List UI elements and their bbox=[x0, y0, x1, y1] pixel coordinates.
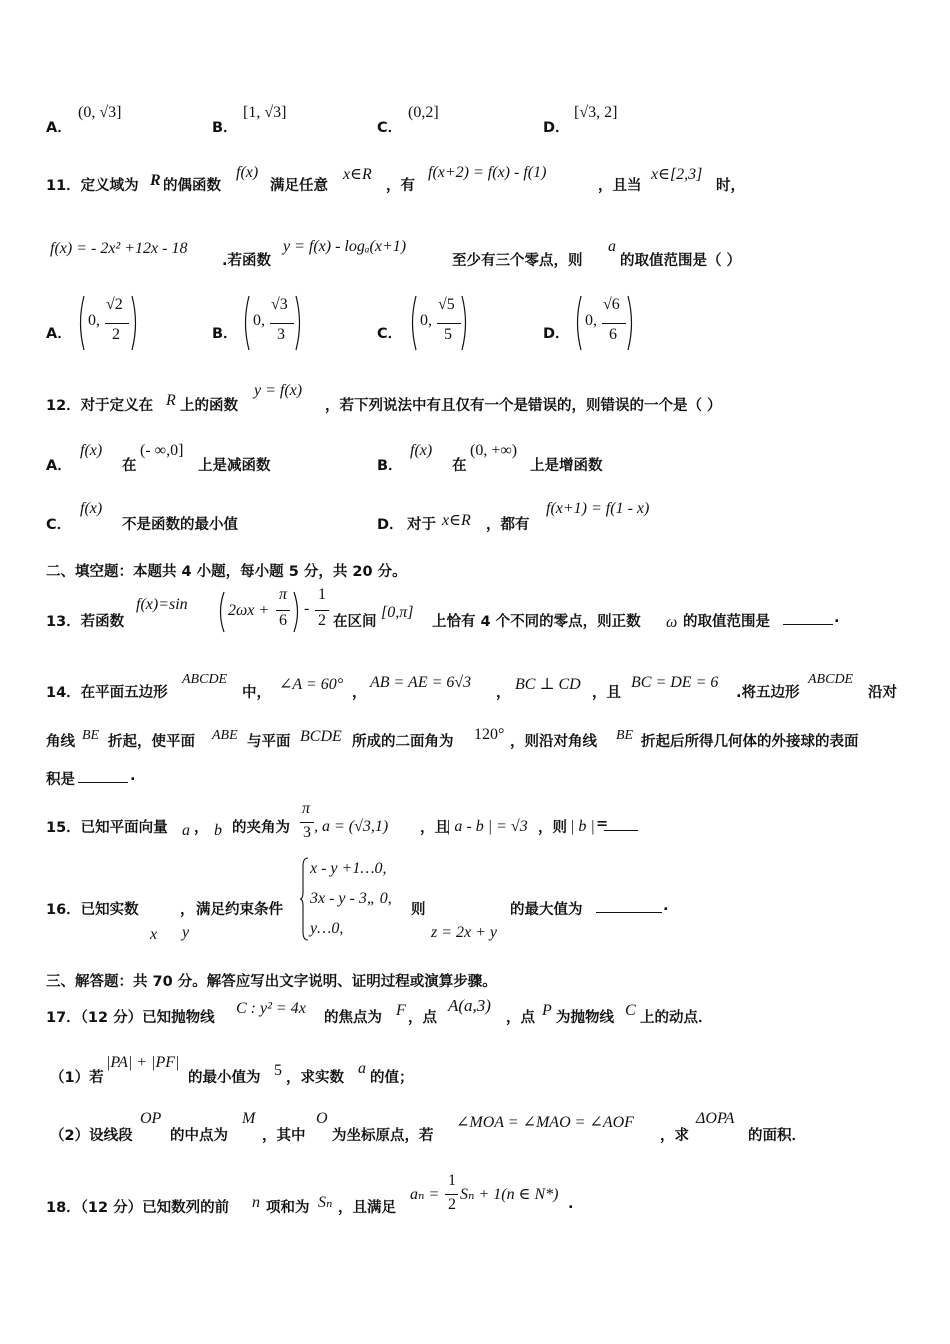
q10-d-expr: [√3, 2] bbox=[574, 104, 618, 121]
q13-half-fracbar bbox=[315, 610, 329, 611]
q10-options bbox=[0, 100, 950, 136]
q14-and: ，且 bbox=[592, 685, 621, 701]
q15-avec: , a = (√3,1) bbox=[314, 818, 389, 835]
q17-P: P bbox=[542, 1002, 552, 1019]
q17-point2: ，点 bbox=[506, 1010, 535, 1026]
q11-c-label: C． bbox=[377, 326, 403, 342]
q17-s2-origin: 为坐标原点，若 bbox=[332, 1128, 434, 1144]
q17-angles: ∠MOA = ∠MAO = ∠AOF bbox=[456, 1114, 634, 1131]
q12-c-fx: f(x) bbox=[80, 500, 103, 517]
q12-intro: 12．对于定义在 bbox=[46, 398, 154, 414]
q11-c-paren-left bbox=[408, 294, 418, 352]
q13-fx: f(x)=sin bbox=[136, 596, 188, 613]
q17-parabola: C : y² = 4x bbox=[236, 1000, 306, 1017]
q14-along: 沿对 bbox=[868, 685, 897, 701]
q12-a-in: 在 bbox=[122, 458, 137, 474]
q13-two: 2 bbox=[318, 612, 326, 629]
q15-angle: 的夹角为 bbox=[232, 820, 290, 836]
q17-OP: OP bbox=[140, 1110, 162, 1127]
q14-fold: .将五边形 bbox=[736, 685, 800, 701]
q13-one: 1 bbox=[318, 586, 326, 603]
q13-paren-right bbox=[292, 590, 302, 634]
q11-xinR: x∈R bbox=[343, 166, 372, 183]
q14-foldup: 折起，使平面 bbox=[108, 734, 195, 750]
q11-fx: f(x) bbox=[236, 164, 259, 181]
q11-a-den: 2 bbox=[112, 326, 120, 343]
q11-a: a bbox=[608, 238, 616, 255]
q11-c-zero: 0, bbox=[420, 312, 432, 329]
q15-and: ，且 bbox=[420, 820, 449, 836]
q17-tri: ΔOPA bbox=[696, 1110, 735, 1127]
q18-sum: 项和为 bbox=[266, 1200, 310, 1216]
q16-intro: 16．已知实数 bbox=[46, 902, 139, 918]
q11-c-paren-right bbox=[460, 294, 470, 352]
q14-dihedral: 所成的二面角为 bbox=[352, 734, 454, 750]
q14-angle: ∠A = 60° bbox=[279, 676, 344, 693]
q17-M: M bbox=[242, 1110, 256, 1127]
q13-pi: π bbox=[279, 586, 288, 603]
q10-a-expr: (0, √3] bbox=[78, 104, 122, 121]
q16-y: y bbox=[182, 924, 190, 941]
q14-pentagon: ABCDE bbox=[182, 672, 228, 687]
q17-s1-intro: （1）若 bbox=[50, 1070, 104, 1086]
q10-d-label: D． bbox=[543, 120, 570, 136]
q18-fracbar bbox=[445, 1194, 458, 1195]
q11-eq: f(x+2) = f(x) - f(1) bbox=[428, 164, 547, 181]
q15-eq: = bbox=[596, 816, 609, 832]
q14-end: . bbox=[130, 768, 136, 784]
q18-n: n bbox=[252, 1194, 260, 1211]
q12-c-desc: 不是函数的最小值 bbox=[122, 517, 238, 533]
q14-pentagon2: ABCDE bbox=[808, 672, 854, 687]
q17-s2-intro: （2）设线段 bbox=[50, 1128, 133, 1144]
q12-b-desc: 上是增函数 bbox=[530, 458, 603, 474]
q18-intro: 18．（12 分）已知数列的前 bbox=[46, 1200, 230, 1216]
q13-paren-left bbox=[216, 590, 226, 634]
q11-d-num: √6 bbox=[603, 296, 620, 313]
q11-options bbox=[0, 294, 950, 354]
q16-comma: ， bbox=[180, 902, 195, 918]
q11-then: 时， bbox=[716, 178, 745, 194]
q12-b-label: B． bbox=[377, 458, 403, 474]
q12-func: 上的函数 bbox=[180, 398, 238, 414]
q12-a-fx: f(x) bbox=[80, 442, 103, 459]
q11-b-fracbar bbox=[270, 323, 294, 324]
q11-fx-def: f(x) = - 2x² +12x - 18 bbox=[50, 240, 188, 257]
q14-area: 积是 bbox=[46, 772, 75, 788]
q13-intro: 13．若函数 bbox=[46, 614, 125, 630]
q17-intro: 17．（12 分）已知抛物线 bbox=[46, 1010, 215, 1026]
q13-pi-fracbar bbox=[276, 610, 290, 611]
q18 bbox=[0, 1172, 950, 1222]
q16-answer-blank[interactable] bbox=[596, 898, 662, 913]
q10-c-label: C． bbox=[377, 120, 403, 136]
q16-c3: y…0, bbox=[310, 920, 344, 937]
q15-a: a bbox=[182, 822, 190, 839]
q12-yfx: y = f(x) bbox=[254, 382, 303, 399]
q16-z: z = 2x + y bbox=[431, 924, 498, 941]
q13-end: . bbox=[834, 610, 840, 626]
q12-b-interval: (0, +∞) bbox=[470, 442, 518, 459]
q15-diff: | a - b | = √3 bbox=[446, 818, 528, 835]
q11-b-num: √3 bbox=[271, 296, 288, 313]
q16-end: . bbox=[663, 898, 669, 914]
q16-max: 的最大值为 bbox=[510, 902, 583, 918]
q14-BE: BE bbox=[82, 728, 100, 743]
q11-range: 的取值范围是（ ） bbox=[620, 253, 742, 269]
q14-surface: 折起后所得几何体的外接球的表面 bbox=[641, 734, 859, 750]
q17-s2-where: ，其中 bbox=[262, 1128, 306, 1144]
q16-x: x bbox=[150, 926, 158, 943]
section-fill-in-heading: 二、填空题：本题共 4 小题，每小题 5 分，共 20 分。 bbox=[46, 564, 407, 580]
q13-interval-label: 在区间 bbox=[333, 614, 377, 630]
q11-a-num: √2 bbox=[106, 296, 123, 313]
q16-c2: 3x - y - 3„ 0, bbox=[310, 890, 392, 907]
q11-a-zero: 0, bbox=[88, 312, 100, 329]
q11-d-den: 6 bbox=[609, 326, 617, 343]
q14-BCDE: BCDE bbox=[300, 728, 342, 745]
q14-bcde: BC = DE = 6 bbox=[631, 674, 719, 691]
q11-even: 的偶函数 bbox=[163, 178, 221, 194]
q14-ab: AB = AE = 6√3 bbox=[370, 674, 472, 691]
q14-bc: BC ⊥ CD bbox=[515, 676, 581, 693]
q11-any: 满足任意 bbox=[270, 178, 328, 194]
q17-s1-min: 的最小值为 bbox=[188, 1070, 261, 1086]
q11-atleast: 至少有三个零点，则 bbox=[452, 253, 583, 269]
q10-c-expr: (0,2] bbox=[408, 104, 439, 121]
q17-A: A(a,3) bbox=[448, 996, 491, 1015]
q11-intro: 11．定义域为 bbox=[46, 178, 139, 194]
q12-d-for: 对于 bbox=[407, 517, 436, 533]
q13-rest: 上恰有 4 个不同的零点，则正数 bbox=[432, 614, 641, 630]
q11-d-label: D． bbox=[543, 326, 570, 342]
q11-c-fracbar bbox=[437, 323, 461, 324]
q12-b-fx: f(x) bbox=[410, 442, 433, 459]
q11-a-paren-right bbox=[130, 294, 140, 352]
q11-b-paren-left bbox=[241, 294, 251, 352]
q17-F: F bbox=[396, 1002, 406, 1019]
q14-sep1: ， bbox=[352, 685, 367, 701]
q11-d-zero: 0, bbox=[585, 312, 597, 329]
q11-line2 bbox=[0, 240, 950, 270]
q12-a-label: A． bbox=[46, 458, 72, 474]
q11-d-paren-right bbox=[626, 294, 636, 352]
q11-d-fracbar bbox=[602, 323, 626, 324]
q14-BE2: BE bbox=[616, 728, 634, 743]
q16-c1: x - y +1…0, bbox=[310, 860, 387, 877]
q14-diag: 角线 bbox=[46, 734, 75, 750]
q11-c-num: √5 bbox=[438, 296, 455, 313]
q17-s1-value: 的值； bbox=[370, 1070, 414, 1086]
q18-end: . bbox=[568, 1196, 574, 1212]
q15-then: ，则 bbox=[538, 820, 567, 836]
q17-O: O bbox=[316, 1110, 328, 1127]
q13-range: 的取值范围是 bbox=[683, 614, 770, 630]
q15-comma: ， bbox=[194, 820, 209, 836]
q11-a-fracbar bbox=[105, 323, 129, 324]
q11-if: .若函数 bbox=[222, 253, 272, 269]
q14-line1 bbox=[0, 672, 950, 702]
q14-ABE: ABE bbox=[212, 728, 238, 743]
q10-b-expr: [1, √3] bbox=[243, 104, 287, 121]
q14-line2 bbox=[0, 728, 950, 758]
q11-R: R bbox=[150, 172, 161, 189]
q17-focus: 的焦点为 bbox=[324, 1010, 382, 1026]
q16-constraint: 满足约束条件 bbox=[196, 902, 283, 918]
q13-six: 6 bbox=[279, 612, 287, 629]
q12-a-interval: (- ∞,0] bbox=[140, 442, 184, 459]
q12-d-xinR: x∈R bbox=[442, 512, 471, 529]
q12-stem bbox=[0, 384, 950, 414]
q17-stem bbox=[0, 996, 950, 1026]
q17-s2-area: 的面积． bbox=[748, 1128, 806, 1144]
q15-three: 3 bbox=[303, 824, 311, 841]
q12-rest: ，若下列说法中有且仅有一个是错误的，则错误的一个是（ ） bbox=[325, 398, 722, 414]
q17-s2-mid: 的中点为 bbox=[170, 1128, 228, 1144]
q18-satisfy: ，且满足 bbox=[338, 1200, 396, 1216]
q14-then: ，则沿对角线 bbox=[510, 734, 597, 750]
q11-d-paren-left bbox=[573, 294, 583, 352]
q13-arg: 2ωx + bbox=[228, 602, 270, 619]
q13-omega: ω bbox=[666, 614, 678, 631]
q11-a-paren-left bbox=[76, 294, 86, 352]
q17-is: 为抛物线 bbox=[556, 1010, 614, 1026]
q10-a-label: A． bbox=[46, 120, 72, 136]
q16-then: 则 bbox=[411, 902, 426, 918]
q15-b: b bbox=[214, 822, 222, 839]
q15-pi: π bbox=[302, 800, 311, 817]
q12-R: R bbox=[166, 392, 176, 409]
q17-five: 5 bbox=[274, 1062, 282, 1079]
q17-s1-a: a bbox=[358, 1060, 366, 1077]
q18-Sn: Sₙ bbox=[318, 1194, 333, 1211]
q15-answer-blank[interactable] bbox=[604, 816, 638, 831]
q12-a-desc: 上是减函数 bbox=[198, 458, 271, 474]
q18-two: 2 bbox=[448, 1196, 456, 1213]
q17-C2: C bbox=[625, 1002, 636, 1019]
q12-b-in: 在 bbox=[452, 458, 467, 474]
q12-d-have: ，都有 bbox=[486, 517, 530, 533]
q17-part1 bbox=[0, 1056, 950, 1086]
q11-b-label: B． bbox=[212, 326, 238, 342]
q11-b-zero: 0, bbox=[253, 312, 265, 329]
q15 bbox=[0, 800, 950, 846]
q11-a-label: A． bbox=[46, 326, 72, 342]
q17-s1-find: ，求实数 bbox=[286, 1070, 344, 1086]
q17-s2-find: ，求 bbox=[660, 1128, 689, 1144]
q12-c-label: C． bbox=[46, 517, 72, 533]
q13 bbox=[0, 588, 950, 638]
q14-intro: 14．在平面五边形 bbox=[46, 685, 168, 701]
q13-minus: - bbox=[304, 600, 310, 617]
q10-b-label: B． bbox=[212, 120, 238, 136]
q14-line3 bbox=[0, 766, 950, 796]
q18-rest: Sₙ + 1(n ∈ N*) bbox=[460, 1186, 559, 1203]
q14-with: 与平面 bbox=[247, 734, 291, 750]
q13-interval: [0,π] bbox=[381, 604, 414, 621]
q15-intro: 15．已知平面向量 bbox=[46, 820, 168, 836]
q14-middle: 中， bbox=[242, 685, 271, 701]
q15-pi-fracbar bbox=[300, 822, 314, 823]
q12-d-eq: f(x+1) = f(1 - x) bbox=[546, 500, 650, 517]
q13-answer-blank[interactable] bbox=[783, 610, 833, 625]
q18-an: aₙ = bbox=[410, 1186, 440, 1203]
q14-answer-blank[interactable] bbox=[78, 768, 128, 783]
q17-moving: 上的动点． bbox=[640, 1010, 713, 1026]
q11-have: ，有 bbox=[386, 178, 415, 194]
q14-deg: 120° bbox=[474, 726, 505, 743]
q12-d-label: D． bbox=[377, 517, 404, 533]
q11-b-paren-right bbox=[294, 294, 304, 352]
section-solve-heading: 三、解答题：共 70 分。解答应写出文字说明、证明过程或演算步骤。 bbox=[46, 974, 497, 990]
q12-options-ab bbox=[0, 440, 950, 474]
q12-options-cd bbox=[0, 500, 950, 533]
q11-c-den: 5 bbox=[444, 326, 452, 343]
q11-b-den: 3 bbox=[277, 326, 285, 343]
q11-y-expr: y = f(x) - logₐ(x+1) bbox=[283, 238, 407, 255]
q18-one: 1 bbox=[448, 1172, 456, 1189]
q16-brace bbox=[300, 856, 310, 942]
q11-xin23: x∈[2,3] bbox=[651, 166, 703, 183]
q17-point: ，点 bbox=[408, 1010, 437, 1026]
q17-s1-expr: |PA| + |PF| bbox=[106, 1054, 180, 1071]
q16 bbox=[0, 856, 950, 946]
q17-part2 bbox=[0, 1110, 950, 1144]
q11-when: ，且当 bbox=[598, 178, 642, 194]
q14-sep2: ， bbox=[496, 685, 511, 701]
q15-absb: | b | bbox=[570, 818, 595, 835]
q11-line1 bbox=[0, 164, 950, 198]
